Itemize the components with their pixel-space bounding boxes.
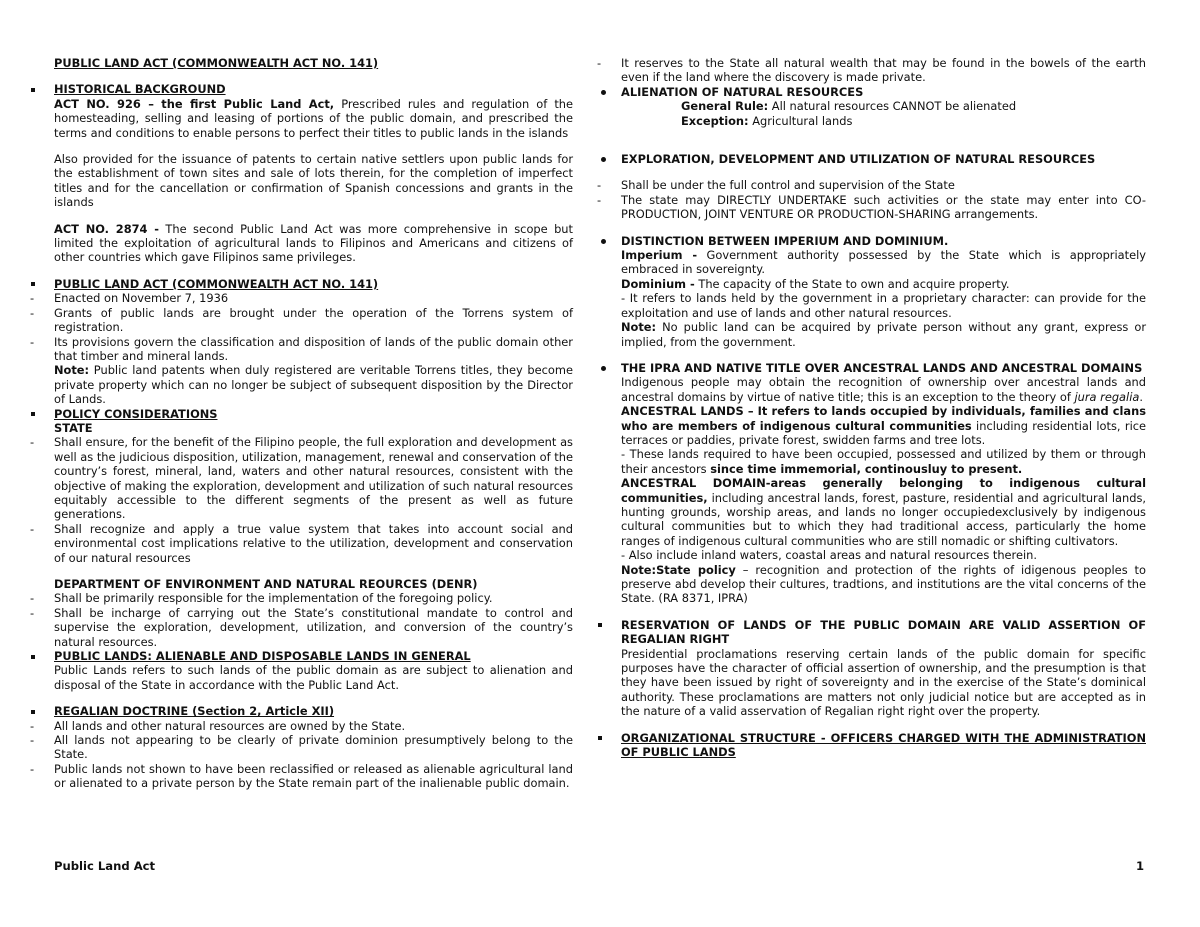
paragraph: Presidential proclamations reserving certain lands of the public domain for specific purposes have the character of official assertion of ownership, and the presumption is that they have been issued by right of sovereignty and in the exercise of the State’s dominical authority. These proclamations are matters not only judicial notice but are accepted as in the nature of a valid asservation of Regalian right right over the property.: [621, 646, 1146, 719]
paragraph-text: The second Public Land Act was more comprehensive in scope but limited the exploitation of agricultural lands to Filipinos and Americans and citizens of other countries which gave Filipinos same privileges.: [54, 221, 573, 265]
term-text: including ancestral lands, forest, pasture, residential and agricultural lands, hunting grounds, worship areas, and lands no longer occupiedexclusively by indigenous cultural communities but to which they had traditional access, particularly the home ranges of indigenous cultural communities who are still nomadic or shifting cultivators.: [621, 490, 1146, 548]
list-item: - The state may DIRECTLY UNDERTAKE such activities or the state may enter into CO-PRODUCTION, JOINT VENTURE OR PRODUCTION-SHARING arrangements.: [597, 192, 1146, 222]
round-bullet-icon: [597, 152, 621, 166]
term-label: Dominium -: [621, 276, 695, 291]
square-bullet-icon: [30, 82, 54, 96]
paragraph: [621, 277, 1146, 291]
paragraph: - It refers to lands held by the government in a proprietary character: can provide for the exploitation and use of lands and other natural resources.: [621, 291, 1146, 320]
term-text: The capacity of the State to own and acquire property.: [694, 276, 1010, 291]
section-reservation: [597, 618, 1146, 647]
dash-bullet-icon: -: [30, 718, 35, 733]
dash-bullet-icon: -: [30, 334, 35, 349]
dash-bullet-icon: -: [30, 291, 35, 306]
dash-bullet-icon: -: [30, 605, 35, 620]
list-item: - Public lands not shown to have been reclassified or released as alienable agricultural land or alienated to a private person by the State remain part of the inalienable public domain.: [30, 761, 573, 791]
section-heading: ALIENATION OF NATURAL RESOURCES: [621, 84, 864, 99]
section-exploration: [597, 152, 1146, 166]
section-heading: REGALIAN DOCTRINE (Section 2, Article XII): [54, 704, 335, 719]
square-bullet-icon: [597, 731, 621, 760]
italic-term: jura regalia: [1074, 389, 1140, 404]
list-item: - All lands and other natural resources are owned by the State.: [30, 718, 406, 733]
list-item: - Enacted on November 7, 1936: [30, 291, 229, 306]
term-text: Government authority possessed by the State which is appropriately embraced in sovereignty.: [621, 248, 1147, 277]
dash-bullet-icon: -: [30, 521, 35, 536]
paragraph: [621, 476, 1146, 548]
section-distinction: [597, 234, 1146, 248]
paragraph-text: - These lands required to have been occupied, possessed and utilized by them or through their ancestors: [621, 447, 1146, 476]
list-item: - Grants of public lands are brought under the operation of the Torrens system of registration.: [30, 305, 573, 335]
section-policy: [30, 407, 573, 421]
right-column: [597, 56, 1146, 759]
section-alienation: [597, 85, 1146, 99]
note-label: Note:State policy: [621, 562, 736, 577]
section-heading: ORGANIZATIONAL STRUCTURE - OFFICERS CHARGED WITH THE ADMINISTRATION OF PUBLIC LANDS: [621, 730, 1146, 760]
rule-text: All natural resources CANNOT be alienated: [768, 99, 1017, 114]
paragraph: [54, 222, 573, 265]
section-heading: RESERVATION OF LANDS OF THE PUBLIC DOMAIN ARE VALID ASSERTION OF REGALIAN RIGHT: [621, 617, 1146, 647]
section-heading: PUBLIC LANDS: ALIENABLE AND DISPOSABLE LANDS IN GENERAL: [54, 649, 471, 664]
dash-bullet-icon: -: [30, 435, 35, 450]
section-heading: HISTORICAL BACKGROUND: [54, 82, 226, 97]
list-item: - It reserves to the State all natural wealth that may be found in the bowels of the earth even if the land where the discovery is made private.: [597, 56, 1146, 85]
section-heading: DISTINCTION BETWEEN IMPERIUM AND DOMINIUM.: [621, 233, 949, 248]
section-historical: [30, 82, 573, 96]
document-title: PUBLIC LAND ACT (COMMONWEALTH ACT NO. 141): [54, 56, 379, 70]
paragraph-text: .: [1139, 389, 1143, 404]
act-label: ACT NO. 2874 -: [54, 221, 159, 236]
round-bullet-icon: [597, 85, 621, 99]
paragraph: [621, 447, 1146, 476]
section-heading: THE IPRA AND NATIVE TITLE OVER ANCESTRAL LANDS AND ANCESTRAL DOMAINS: [621, 360, 1143, 375]
list-item: - Shall be incharge of carrying out the State’s constitutional mandate to control and supervise the exploration, development, utilization, and conversion of the country’s natural resources.: [30, 605, 573, 649]
section-heading: EXPLORATION, DEVELOPMENT AND UTILIZATION OF NATURAL RESOURCES: [621, 152, 1096, 167]
square-bullet-icon: [30, 649, 54, 663]
square-bullet-icon: [597, 618, 621, 647]
page-number: 1: [1136, 859, 1145, 873]
list-item: - Shall recognize and apply a true value system that takes into account social and environmental cost implications relative to the utilization, development and conservation of our natural resources: [30, 521, 573, 565]
exception-text: Agricultural lands: [748, 113, 853, 128]
square-bullet-icon: [30, 277, 54, 291]
note-label: Note:: [621, 320, 657, 335]
section-heading: DEPARTMENT OF ENVIRONMENT AND NATURAL REOURCES (DENR): [54, 577, 478, 591]
section-heading: PUBLIC LAND ACT (COMMONWEALTH ACT NO. 141): [54, 276, 379, 291]
round-bullet-icon: [597, 361, 621, 375]
footer-title: Public Land Act: [54, 859, 156, 873]
note-label: Note:: [54, 363, 90, 378]
paragraph: Public Lands refers to such lands of the public domain as are subject to alienation and disposal of the State in accordance with the Public Land Act.: [54, 663, 573, 692]
section-organizational: [597, 731, 1146, 760]
note: [621, 320, 1146, 349]
list-item: - Shall ensure, for the benefit of the Filipino people, the full exploration and development as well as the judicious disposition, utilization, management, renewal and conservation of the country’s forest, mineral, land, waters and other natural resources, consistent with the objective of making the exploration, development and utilization of such natural resources equitably accessible to the different segments of the present as well as future generations.: [30, 435, 573, 522]
bold-text: since time immemorial, continousluy to present.: [710, 461, 1023, 476]
exception: [681, 114, 1146, 128]
dash-bullet-icon: -: [30, 761, 35, 776]
section-alienable: [30, 649, 573, 663]
note: [54, 363, 573, 406]
paragraph: [54, 97, 573, 140]
paragraph-text: Prescribed rules and regulation of the homesteading, selling and leasing of portions of the public domain, and prescribed the terms and conditions to enable persons to perfect their titles to public lands in the islands: [54, 96, 574, 140]
section-regalian: [30, 704, 573, 718]
round-bullet-icon: [597, 234, 621, 248]
square-bullet-icon: [30, 704, 54, 718]
paragraph: Also provided for the issuance of patents to certain native settlers upon public lands for the establishment of town sites and sale of lots therein, for the completion of imperfect titles and for the cancellation or confirmation of Spanish concessions and grants in the islands: [54, 152, 573, 210]
term-label: ANCESTRAL LANDS – It refers to lands occupied by individuals, families and clans who are members of indigenous cultural communities: [621, 404, 1146, 433]
section-public-land-act: [30, 277, 573, 291]
section-ipra: [597, 361, 1146, 375]
section-heading: POLICY CONSIDERATIONS: [54, 406, 218, 421]
exception-label: Exception:: [681, 113, 749, 128]
subheading: STATE: [54, 420, 93, 435]
general-rule: [681, 99, 1146, 113]
list-item: - Shall be under the full control and supervision of the State: [597, 178, 955, 193]
dash-bullet-icon: -: [597, 192, 602, 207]
note-text: Public land patents when duly registered are veritable Torrens titles, they become private property which can no longer be subject of subsequent disposition by the Director of Lands.: [54, 363, 573, 407]
note-text: – recognition and protection of the rights of idigenous peoples to preserve abd develop their cultures, tradtions, and institutions are the vital concerns of the State. (RA 8371, IPRA): [621, 562, 1146, 606]
dash-bullet-icon: -: [597, 56, 602, 70]
dash-bullet-icon: -: [597, 178, 602, 193]
dash-bullet-icon: -: [30, 591, 35, 606]
paragraph: [621, 375, 1146, 404]
list-item: - Shall be primarily responsible for the implementation of the foregoing policy.: [30, 591, 493, 606]
note: [621, 563, 1146, 606]
term-text: including residential lots, rice terraces or paddies, private forest, swidden farms and tree lots.: [621, 418, 1146, 447]
paragraph: - Also include inland waters, coastal areas and natural resources therein.: [621, 548, 1038, 563]
list-item: - All lands not appearing to be clearly of private dominion presumptively belong to the State.: [30, 733, 573, 762]
paragraph: [621, 404, 1146, 447]
paragraph-text: Indigenous people may obtain the recognition of ownership over ancestral lands and ancestral domains by virtue of native title; this is an exception to the theory of: [621, 375, 1146, 404]
note-text: No public land can be acquired by private person without any grant, express or implied, from the government.: [621, 320, 1146, 349]
square-bullet-icon: [30, 407, 54, 421]
list-item: - Its provisions govern the classification and disposition of lands of the public domain other that timber and mineral lands.: [30, 334, 573, 363]
left-column: [30, 56, 573, 791]
dash-bullet-icon: -: [30, 305, 35, 320]
term-label: ANCESTRAL DOMAIN-areas generally belonging to indigenous cultural communities,: [621, 476, 1146, 505]
dash-bullet-icon: -: [30, 733, 35, 748]
rule-label: General Rule:: [681, 99, 769, 114]
term-label: Imperium -: [621, 248, 698, 263]
act-label: ACT NO. 926 – the first Public Land Act,: [54, 96, 335, 111]
paragraph: [621, 248, 1146, 277]
